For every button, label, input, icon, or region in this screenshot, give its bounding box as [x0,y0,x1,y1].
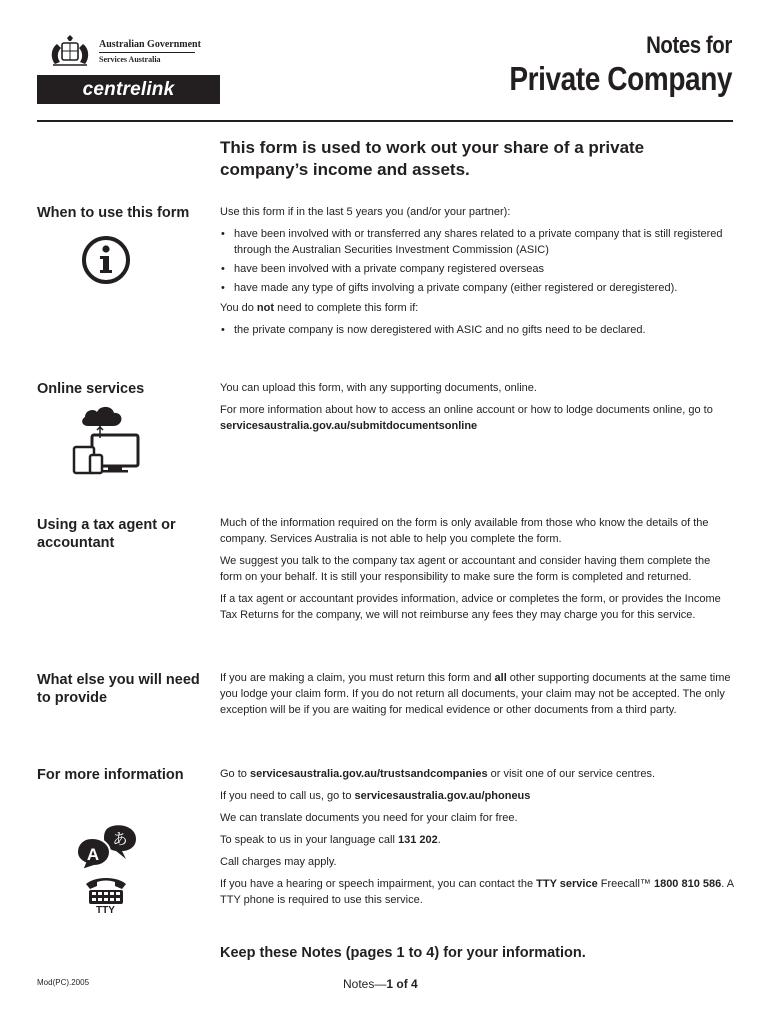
page-count: 1 of 4 [386,977,418,991]
text-span: If you are making a claim, you must return this form and [220,672,495,684]
section-what-to-provide [220,670,735,724]
page-number [343,977,418,991]
text-span: To speak to us in your language call [220,834,398,846]
text-span: or visit one of our service centres. [487,768,656,780]
gov-name: Australian Government [99,39,201,50]
provide-paragraph [220,670,735,718]
svg-text:あ: あ [112,830,128,848]
heading-tax-agent: Using a tax agent or accountant [37,517,176,551]
list-item: • the private company is now deregistered with ASIC and no gifts need to be declared. [220,322,735,338]
submit-documents-link[interactable]: servicesaustralia.gov.au/submitdocumentsonline [220,420,478,432]
phone-us-link[interactable]: servicesaustralia.gov.au/phoneus [354,790,531,802]
text-span: For more information about how to access an online account or how to lodge documents online, go to [220,404,713,416]
more-info-website [220,766,735,782]
emphasis: not [256,302,275,314]
text-span: If you have a hearing or speech impairment, you can contact the [220,878,537,890]
tax-paragraph-1: Much of the information required on the form is only available from those who know the details of the company. Services Australia is not able to help you complete the form. [220,517,709,545]
text-span: If you need to call us, go to [220,790,355,802]
list-item: • have been involved with a private company registered overseas [220,261,735,277]
gov-divider [99,52,195,53]
tax-paragraph-3: If a tax agent or accountant provides information, advice or completes the form, or provides the Income Tax Returns for the company, we will not reimburse any fees they may charge you for this service. [220,593,721,621]
emphasis: all [494,672,507,684]
heading-more-information: For more information [37,767,184,783]
text-span: Notes— [343,977,387,991]
form-code: Mod(PC).2005 [37,978,90,987]
keep-notes-reminder: Keep these Notes (pages 1 to 4) for your information. [220,945,586,961]
info-icon [80,234,132,286]
cloud-devices-icon [70,402,142,476]
trusts-companies-link[interactable]: servicesaustralia.gov.au/trustsandcompanies [249,768,488,780]
intro-statement: This form is used to work out your share of a private company’s income and assets. [220,138,645,179]
centrelink-brand-bar: centrelink [37,75,220,104]
crest-icon [47,34,93,68]
heading-what-to-provide: What else you will need to provide [37,672,200,706]
language-phone-number: 131 202 [397,834,438,846]
tax-paragraph-2: We suggest you talk to the company tax agent or accountant and consider having them complete the form on your behalf. It is still your responsibility to make sure the form is completed and returned. [220,555,711,583]
section-when-to-use [220,204,735,342]
when-criteria-list [220,226,735,296]
text-span: other supporting documents at the same time you lodge your claim form. If you do not return all documents, your claim may not be accepted. The only exception will be if you are waiting for medical evidence or other documents from a third party. [220,672,731,716]
page-title-line2: Private Company [509,60,732,97]
header-divider [37,120,733,122]
more-info-charges: Call charges may apply. [220,856,337,868]
text-span: Freecall™ [597,878,654,890]
page-title-line1: Notes for [646,32,732,59]
text-span: . [437,834,441,846]
svg-text:A: A [86,845,100,864]
government-wordmark [99,39,201,64]
online-upload-text: You can upload this form, with any supporting documents, online. [220,382,537,394]
translate-icon [74,824,140,870]
text-span: need to complete this form if: [274,302,419,314]
agency-name: Services Australia [99,55,161,64]
tty-phone-number: 1800 810 586 [653,878,722,890]
more-info-language-line [220,832,735,848]
when-exception-list [220,322,735,338]
section-tax-agent [220,515,735,629]
text-span: . A TTY phone is required to use this service. [220,878,734,906]
section-more-information [220,766,735,914]
when-intro: Use this form if in the last 5 years you (and/or your partner): [220,206,511,218]
list-item: • have been involved with or transferred any shares related to a private company that is still registered through the Australian Securities Investment Commission (ASIC) [220,226,735,258]
more-info-tty [220,876,735,908]
when-exception [220,300,735,316]
tty-service-label: TTY service [536,878,598,890]
more-info-phone [220,788,735,804]
text-span: Go to [220,768,250,780]
heading-when-to-use: When to use this form [37,205,190,221]
text-span: You do [220,302,257,314]
section-online-services [220,380,735,440]
online-info-text [220,402,735,434]
heading-online-services: Online services [37,381,145,397]
list-item: • have made any type of gifts involving a private company (either registered or deregistered). [220,280,735,296]
tty-label: TTY [96,905,115,916]
more-info-translate: We can translate documents you need for your claim for free. [220,812,518,824]
